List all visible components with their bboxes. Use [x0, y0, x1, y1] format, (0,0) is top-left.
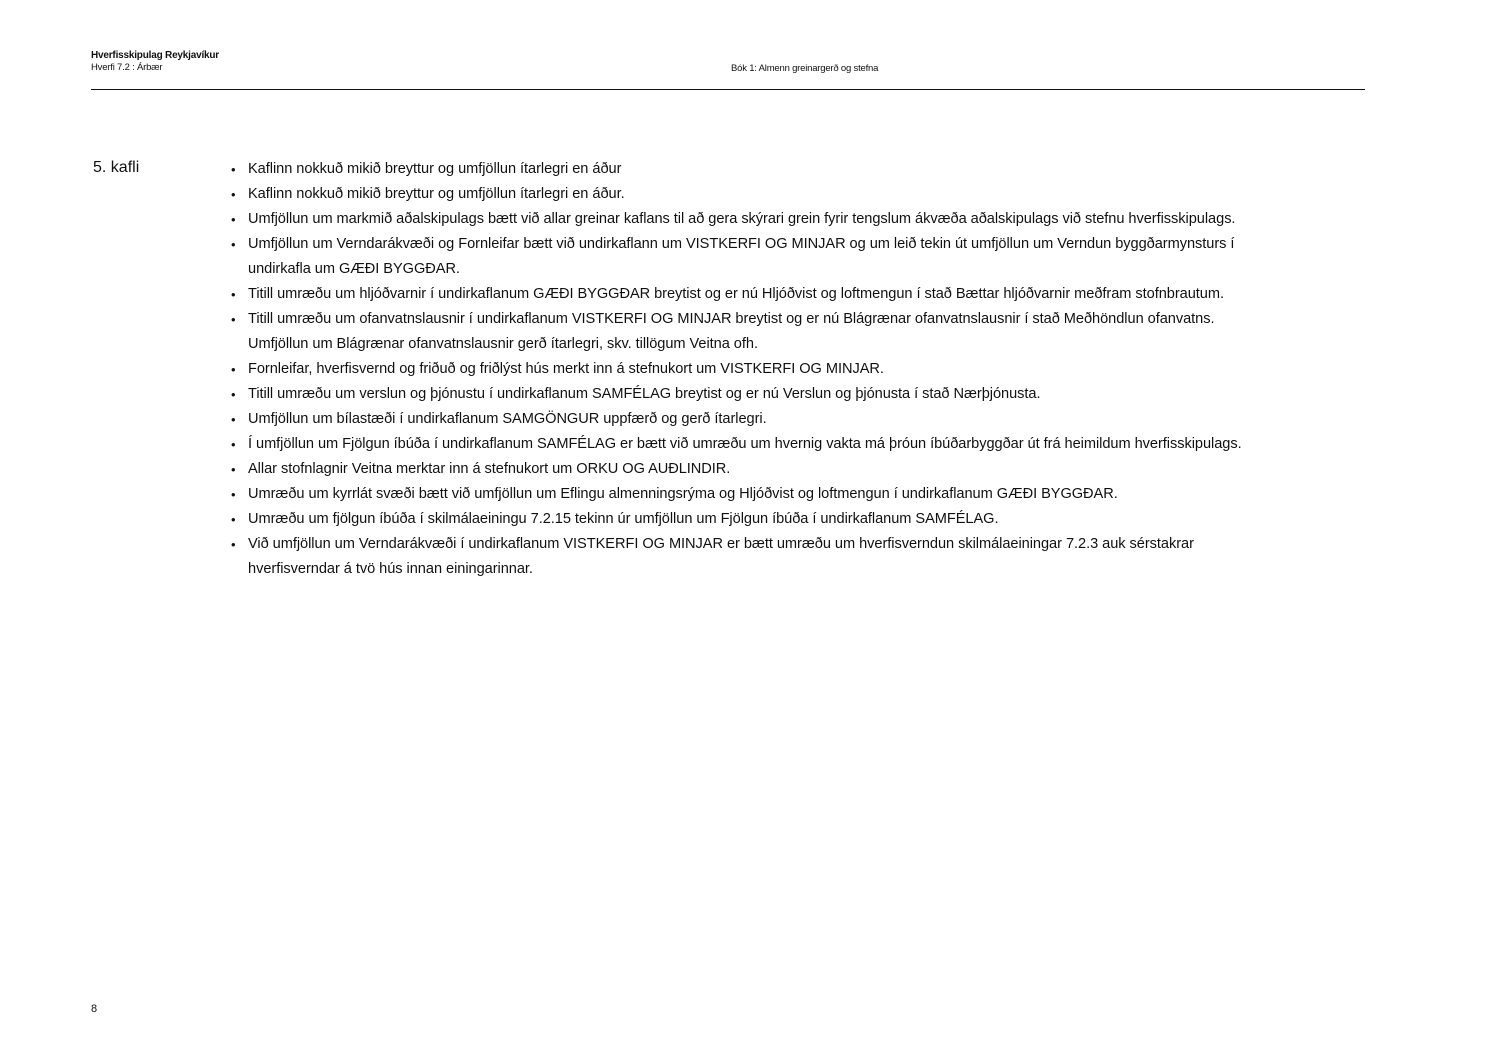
document-title: Hverfisskipulag Reykjavíkur [91, 50, 219, 61]
document-header [91, 50, 219, 74]
list-item [231, 382, 1271, 407]
list-item-text: Í umfjöllun um Fjölgun íbúða í undirkaflanum SAMFÉLAG er bætt við umræðu um hvernig vakta má þróun íbúðarbyggðar út frá heimildum hverfisskipulags. [248, 436, 1242, 452]
list-item [231, 507, 1271, 532]
bullet-icon: • [231, 187, 236, 202]
bullet-icon: • [231, 387, 236, 402]
list-item [231, 407, 1271, 432]
bullet-icon: • [231, 462, 236, 477]
list-item [231, 282, 1271, 307]
list-item [231, 157, 1271, 182]
document-subtitle: Hverfi 7.2 : Árbær [91, 62, 163, 73]
page-number: 8 [91, 1003, 98, 1015]
list-item-text: Umræðu um fjölgun íbúða í skilmálaeiningu 7.2.15 tekinn úr umfjöllun um Fjölgun íbúða í undirkaflanum SAMFÉLAG. [248, 511, 999, 527]
bullet-icon: • [231, 412, 236, 427]
bullet-icon: • [231, 537, 236, 552]
list-item-text: Umfjöllun um markmið aðalskipulags bætt við allar greinar kaflans til að gera skýrari grein fyrir tengslum ákvæða aðalskipulags við stefnu hverfisskipulags. [248, 211, 1236, 227]
list-item-text: Við umfjöllun um Verndarákvæði í undirkaflanum VISTKERFI OG MINJAR er bætt umræðu um hverfisverndun skilmálaeiningar 7.2.3 auk sérstakrar hverfisverndar á tvö hús innan einingarinnar. [248, 536, 1194, 577]
list-item [231, 532, 1271, 582]
bullet-icon: • [231, 237, 236, 252]
list-item-text: Titill umræðu um ofanvatnslausnir í undirkaflanum VISTKERFI OG MINJAR breytist og er nú Blágrænar ofanvatnslausnir í stað Meðhöndlun ofanvatns. Umfjöllun um Blágrænar ofanvatnslausnir gerð ítarlegri, skv. tillögum Veitna ofh. [248, 311, 1215, 352]
list-item [231, 482, 1271, 507]
bullet-icon: • [231, 487, 236, 502]
bullet-icon: • [231, 212, 236, 227]
bullet-icon: • [231, 312, 236, 327]
list-item [231, 457, 1271, 482]
bullet-icon: • [231, 512, 236, 527]
bullet-icon: • [231, 162, 236, 177]
list-item-text: Umfjöllun um bílastæði í undirkaflanum SAMGÖNGUR uppfærð og gerð ítarlegri. [248, 411, 767, 427]
change-list [231, 157, 1271, 582]
list-item-text: Titill umræðu um verslun og þjónustu í undirkaflanum SAMFÉLAG breytist og er nú Verslun og þjónusta í stað Nærþjónusta. [248, 386, 1041, 402]
list-item-text: Fornleifar, hverfisvernd og friðuð og friðlýst hús merkt inn á stefnukort um VISTKERFI OG MINJAR. [248, 361, 884, 377]
list-item [231, 357, 1271, 382]
header-divider [91, 89, 1365, 90]
list-item-text: Umfjöllun um Verndarákvæði og Fornleifar bætt við undirkaflann um VISTKERFI OG MINJAR og um leið tekin út umfjöllun um Verndun byggðarmynsturs í undirkafla um GÆÐI BYGGÐAR. [248, 236, 1235, 277]
bullet-icon: • [231, 437, 236, 452]
list-item [231, 232, 1271, 282]
list-item [231, 307, 1271, 357]
book-title: Bók 1: Almenn greinargerð og stefna [731, 63, 879, 74]
bullet-icon: • [231, 287, 236, 302]
list-item [231, 207, 1271, 232]
list-item-text: Titill umræðu um hljóðvarnir í undirkaflanum GÆÐI BYGGÐAR breytist og er nú Hljóðvist og loftmengun í stað Bættar hljóðvarnir meðfram stofnbrautum. [248, 286, 1224, 302]
list-item-text: Allar stofnlagnir Veitna merktar inn á stefnukort um ORKU OG AUÐLINDIR. [248, 461, 731, 477]
list-item [231, 182, 1271, 207]
list-item [231, 432, 1271, 457]
chapter-label: 5. kafli [93, 159, 140, 176]
list-item-text: Kaflinn nokkuð mikið breyttur og umfjöllun ítarlegri en áður [248, 161, 622, 177]
list-item-text: Umræðu um kyrrlát svæði bætt við umfjöllun um Eflingu almenningsrýma og Hljóðvist og loftmengun í undirkaflanum GÆÐI BYGGÐAR. [248, 486, 1118, 502]
bullet-icon: • [231, 362, 236, 377]
list-item-text: Kaflinn nokkuð mikið breyttur og umfjöllun ítarlegri en áður. [248, 186, 625, 202]
